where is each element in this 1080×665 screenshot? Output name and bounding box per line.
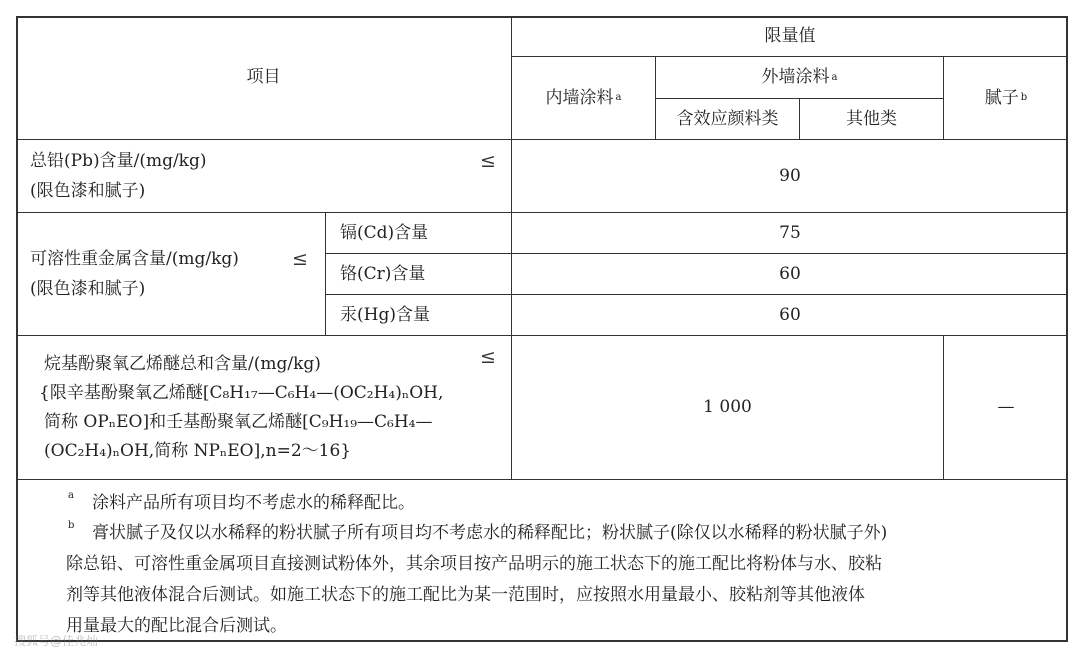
header-effect-pigment: 含效应颜料类 (676, 108, 779, 129)
hg-value: 60 (779, 304, 801, 325)
cd-value: 75 (779, 222, 801, 243)
footnote-b-mark: b (68, 520, 75, 531)
cr-label: 铬(Cr)含量 (340, 263, 426, 284)
rule (16, 479, 1068, 480)
header-other: 其他类 (846, 108, 897, 129)
lead-le-symbol: ≤ (480, 150, 496, 172)
footnote-a: 涂料产品所有项目均不考虑水的稀释配比。 (92, 493, 415, 513)
apeo-le-symbol: ≤ (480, 346, 496, 368)
apeo-value: 1 000 (703, 397, 752, 418)
apeo-putty-value: — (997, 397, 1015, 418)
header-putty: 腻子 b (984, 87, 1028, 108)
header-item: 项目 (246, 67, 281, 88)
header-interior-coating: 内墙涂料 a (545, 87, 622, 108)
header-exterior-coating: 外墙涂料 a (761, 67, 838, 88)
watermark: 搜狐号@佳兆灿 (14, 634, 99, 648)
lead-value: 90 (779, 165, 801, 186)
cd-label: 镉(Cd)含量 (340, 222, 429, 243)
hg-label: 汞(Hg)含量 (340, 304, 430, 325)
cr-value: 60 (779, 263, 801, 284)
footnote-b-line3: 剂等其他液体混合后测试。如施工状态下的施工配比为某一范围时，应按照水用量最小、胶粘剂等其他液体 (66, 585, 865, 605)
heavy-metal-item: 可溶性重金属含量/(mg/kg) (限色漆和腻子) (30, 249, 239, 299)
footnote-a-mark: a (68, 490, 74, 501)
header-limit: 限量值 (764, 25, 816, 46)
lead-item: 总铅(Pb)含量/(mg/kg) (限色漆和腻子) (30, 151, 207, 201)
footnote-b-line4: 用量最大的配比混合后测试。 (66, 616, 287, 636)
heavy-metal-le-symbol: ≤ (292, 248, 308, 270)
footnote-b-line1: 膏状腻子及仅以水稀释的粉状腻子所有项目均不考虑水的稀释配比；粉状腻子(除仅以水稀释的粉状腻子外) (92, 523, 888, 543)
apeo-item: 烷基酚聚氧乙烯醚总和含量/(mg/kg) {限辛基酚聚氧乙烯醚[C₈H₁₇—C₆H₄—(OC₂H₄)ₙOH, 简称 OPₙEO]和壬基酚聚氧乙烯醚[C₉H₁₉—C₆H₄— (OC₂H₄)ₙOH,简称 NPₙEO],n=2～16} (39, 353, 444, 461)
footnote-b-line2: 除总铅、可溶性重金属项目直接测试粉体外，其余项目按产品明示的施工状态下的施工配比将粉体与水、胶粘 (66, 554, 882, 574)
